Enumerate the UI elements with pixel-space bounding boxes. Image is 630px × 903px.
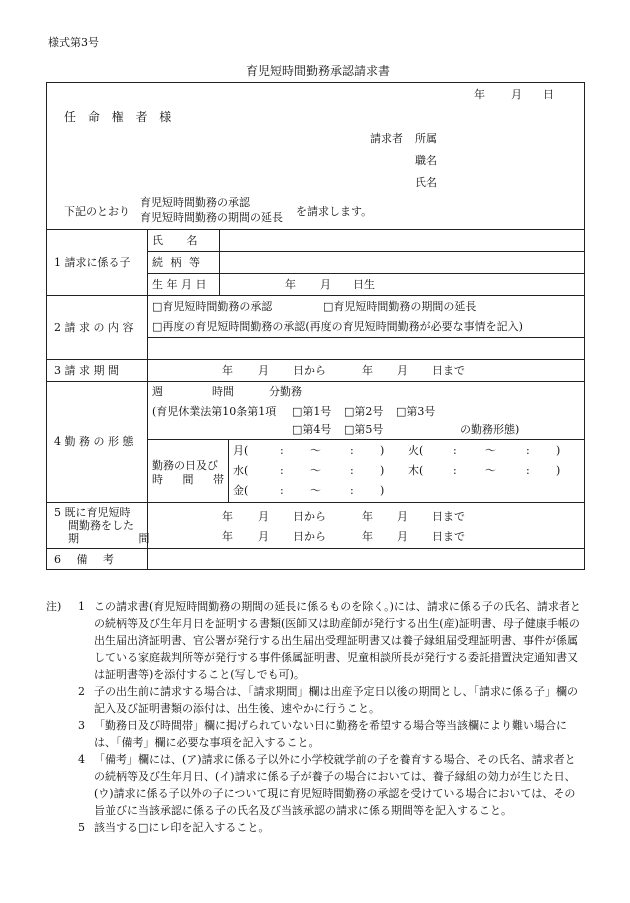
prev-end-year-2: 年: [362, 530, 373, 543]
work-days-label: 勤務の日及び: [152, 459, 218, 472]
prev-start-year-2: 年: [222, 530, 233, 543]
prev-start-day-1: 日から: [293, 510, 326, 523]
section5-label-line1: 5 既に育児短時: [54, 506, 131, 519]
requester-post: 職名: [415, 154, 437, 167]
tuesday-close: ): [556, 444, 561, 457]
period-end-month: 月: [397, 364, 408, 377]
prev-end-year-1: 年: [362, 510, 373, 523]
prev-end-day-1: 日まで: [432, 510, 465, 523]
period-start-year: 年: [222, 364, 233, 377]
note-number: 2: [78, 685, 85, 698]
period-end-year: 年: [362, 364, 373, 377]
prev-start-month-2: 月: [258, 530, 269, 543]
child-name-label: 氏 名: [152, 234, 208, 247]
prev-start-year-1: 年: [222, 510, 233, 523]
thursday-start: :: [453, 464, 457, 477]
section5-label-line2: 間勤務をした: [68, 519, 134, 532]
prev-end-month-1: 月: [397, 510, 408, 523]
section3-label: 3 請 求 期 間: [54, 364, 119, 377]
time-slot-label: 時 間 帯: [152, 473, 232, 486]
thursday-label: 木(: [408, 464, 424, 477]
request-option-extension: 育児短時間勤務の期間の延長: [140, 211, 283, 224]
note-item-5: [46, 819, 586, 836]
checkbox-item-1[interactable]: □第1号: [292, 405, 332, 418]
note-item-1: [46, 598, 586, 683]
friday-close: ): [380, 484, 385, 497]
monday-label: 月(: [233, 444, 249, 457]
section1-label: 1 請求に係る子: [54, 256, 131, 269]
note-text: 子の出生前に請求する場合は、「請求期間」欄は出産予定日以後の期間とし、「請求に係る子」欄の記入及び証明書類の添付は、出生後、速やかに行うこと。: [94, 685, 578, 715]
section4-label: 4 勤 務 の 形 態: [54, 435, 134, 448]
friday-tilde: 〜: [310, 484, 321, 497]
checkbox-extension[interactable]: □育児短時間勤務の期間の延長: [323, 300, 477, 313]
request-option-approval: 育児短時間勤務の承認: [140, 196, 250, 209]
monday-close: ): [380, 444, 385, 457]
note-text: 該当する□にレ印を記入すること。: [94, 821, 270, 834]
week-label: 週: [152, 385, 163, 398]
prev-start-day-2: 日から: [293, 530, 326, 543]
wednesday-close: ): [380, 464, 385, 477]
hours-label: 時間: [212, 385, 234, 398]
note-number: 1: [78, 600, 85, 613]
thursday-end: :: [526, 464, 530, 477]
section6-label: 6 備 考: [54, 553, 120, 566]
checkbox-item-3[interactable]: □第3号: [396, 405, 436, 418]
prev-start-month-1: 月: [258, 510, 269, 523]
birth-day: 日生: [353, 278, 375, 291]
request-prefix: 下記のとおり: [64, 205, 130, 218]
period-end-day: 日まで: [432, 364, 465, 377]
note-text: 「勤務日及び時間帯」欄に掲げられていない日に勤務を希望する場合等当該欄により難い場合には、「備考」欄に必要な事項を記入すること。: [94, 719, 567, 749]
checkbox-item-5[interactable]: □第5号: [344, 423, 384, 436]
minutes-label: 分勤務: [269, 385, 302, 398]
tuesday-end: :: [526, 444, 530, 457]
law-reference: (育児休業法第10条第1項: [152, 405, 277, 418]
wednesday-label: 水(: [233, 464, 249, 477]
note-number: 5: [78, 821, 85, 834]
tuesday-tilde: 〜: [485, 444, 496, 457]
period-start-month: 月: [258, 364, 269, 377]
checkbox-item-4[interactable]: □第4号: [292, 423, 332, 436]
date-day: 日: [543, 88, 554, 101]
monday-tilde: 〜: [310, 444, 321, 457]
thursday-close: ): [556, 464, 561, 477]
note-text: この請求書(育児短時間勤務の期間の延長に係るものを除く。)には、請求に係る子の氏名、請求者との続柄等及び生年月日を証明する書類(医師又は助産師が発行する出生(産)証明書、母子健康手帳の出生届出済証明書、官公署が発行する出生届出受理証明書又は養子縁組届受理証明書、事件が係属している家庭裁判所等が発行する事件係属証明書、児童相談所長が発行する委託措置決定通知書又は証明書等)を添付すること(写しでも可)。: [94, 600, 581, 681]
friday-label: 金(: [233, 484, 249, 497]
prev-end-month-2: 月: [397, 530, 408, 543]
birth-month: 月: [320, 278, 331, 291]
addressee: 任 命 権 者 様: [64, 110, 176, 124]
prev-end-day-2: 日まで: [432, 530, 465, 543]
law-suffix: の勤務形態): [460, 423, 520, 436]
note-item-4: [46, 751, 586, 819]
thursday-tilde: 〜: [485, 464, 496, 477]
child-birth-label: 生 年 月 日: [152, 278, 207, 291]
child-relation-label: 続 柄 等: [152, 256, 202, 269]
birth-year: 年: [285, 278, 296, 291]
period-start-day: 日から: [293, 364, 326, 377]
note-number: 3: [78, 719, 85, 732]
date-month: 月: [511, 88, 522, 101]
form-number: 様式第3号: [48, 36, 99, 49]
page-title: 育児短時間勤務承認請求書: [246, 64, 391, 78]
tuesday-label: 火(: [408, 444, 424, 457]
wednesday-end: :: [350, 464, 354, 477]
friday-start: :: [280, 484, 284, 497]
wednesday-tilde: 〜: [310, 464, 321, 477]
notes-section: [46, 598, 586, 836]
monday-start: :: [280, 444, 284, 457]
date-year: 年: [474, 88, 485, 101]
section2-label: 2 請 求 の 内 容: [54, 321, 134, 334]
checkbox-item-2[interactable]: □第2号: [344, 405, 384, 418]
request-suffix: を請求します。: [296, 205, 373, 218]
checkbox-re-approval[interactable]: □再度の育児短時間勤務の承認(再度の育児短時間勤務が必要な事情を記入): [152, 320, 523, 333]
note-item-3: [46, 717, 586, 751]
requester-dept: 所属: [415, 132, 437, 145]
notes-head: 注): [46, 600, 62, 613]
wednesday-start: :: [280, 464, 284, 477]
requester-label: 請求者: [370, 132, 403, 145]
checkbox-approval[interactable]: □育児短時間勤務の承認: [152, 300, 273, 313]
note-text: 「備考」欄には、(ア)請求に係る子以外に小学校就学前の子を養育する場合、その氏名、請求者との続柄等及び生年月日、(イ)請求に係る子が養子の場合においては、養子縁組の効力が生じた日、(ウ)請求に係る子以外の子について現に育児短時間勤務の承認を受けている場合においては、その旨並びに当該承認に係る子の氏名及び当該承認の請求に係る期間等を記入すること。: [94, 753, 576, 817]
note-number: 4: [78, 753, 85, 766]
requester-name: 氏名: [415, 176, 437, 189]
monday-end: :: [350, 444, 354, 457]
friday-end: :: [350, 484, 354, 497]
section5-label-line3: 期 間: [68, 532, 178, 545]
note-item-2: [46, 683, 586, 717]
tuesday-start: :: [453, 444, 457, 457]
